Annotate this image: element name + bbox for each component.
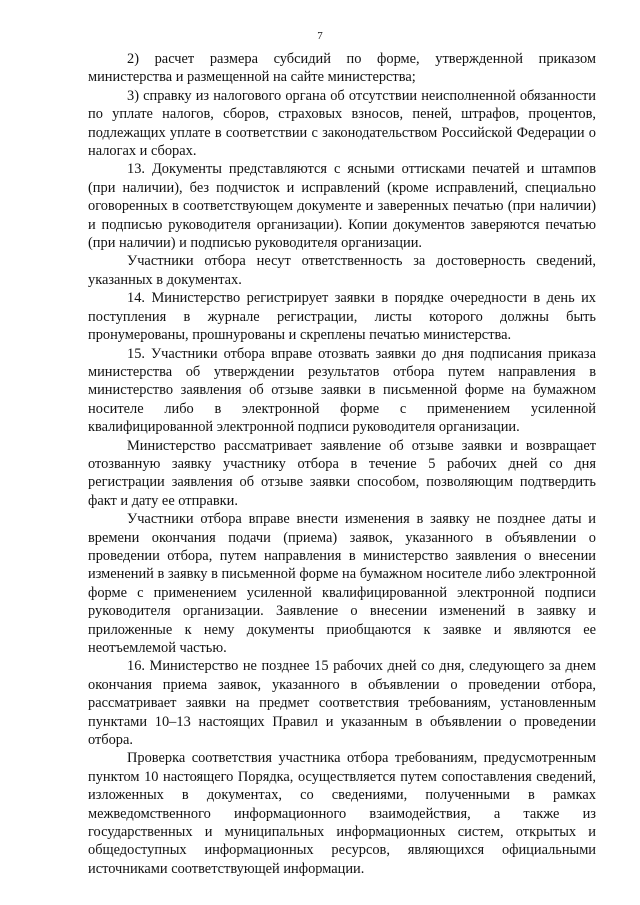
page-number: 7 (317, 30, 323, 42)
paragraph-application-changes: Участники отбора вправе внести изменения в заявку не позднее даты и времени окончания подачи (приема) заявок, указанного в объявлении о проведении отбора, путем направления в министерство заявления о внесении изменений в заявку в письменной форме на бумажном носителе либо электронной форме с применением усиленной квалифицированной электронной подписи руководителя организации. Заявление о внесении изменений в заявку и приложенные к нему документы приобщаются к заявке и являются ее неотъемлемой частью. (88, 511, 596, 656)
paragraph-16-review-deadline: 16. Министерство не позднее 15 рабочих дней со дня, следующего за днем окончания приема заявок, указанного в объявлении о проведении отбора, рассматривает заявки на предмет соответствия требованиям, установленным пунктами 10–13 настоящих Правил и указанным в объявлении о проведении отбора. (88, 658, 596, 749)
paragraph-15-withdrawal: 15. Участники отбора вправе отозвать заявки до дня подписания приказа министерства об утверждении результатов отбора путем направления в министерство заявления об отзыве заявки в письменной форме на бумажном носителе либо в электронной форме с применением усиленной квалифицированной электронной подписи руководителя организации. (88, 345, 596, 436)
paragraph-13-document-requirements: 13. Документы представляются с ясными оттисками печатей и штампов (при наличии), без подчисток и исправлений (кроме исправлений, специально оговоренных в соответствующем документе и заверенных печатью (при наличии) и подписью руководителя организации). Копии документов заверяются печатью (при наличии) и подписью руководителя организации. (88, 161, 596, 252)
paragraph-14-registration: 14. Министерство регистрирует заявки в порядке очередности в день их поступления в журнале регистрации, листы которого должны быть пронумерованы, прошнурованы и скреплены печатью министерства. (88, 290, 596, 344)
document-body (88, 50, 596, 878)
paragraph-compliance-check: Проверка соответствия участника отбора требованиям, предусмотренным пунктом 10 настоящего Порядка, осуществляется путем сопоставления сведений, изложенных в документах, со сведениями, полученными в рамках межведомственного информационного взаимодействия, а также из государственных и муниципальных информационных систем, открытых и общедоступных информационных ресурсов, являющихся официальными источниками соответствующей информации. (88, 750, 596, 877)
paragraph-subsidy-calculation: 2) расчет размера субсидий по форме, утвержденной приказом министерства и размещенной на сайте министерства; (88, 51, 596, 86)
paragraph-withdrawal-review: Министерство рассматривает заявление об отзыве заявки и возвращает отозванную заявку участнику отбора в течение 5 рабочих дней со дня регистрации заявления об отзыве заявки способом, позволяющим подтвердить факт и дату ее отправки. (88, 437, 596, 509)
paragraph-participant-responsibility: Участники отбора несут ответственность за достоверность сведений, указанных в документах. (88, 253, 596, 288)
paragraph-tax-certificate: 3) справку из налогового органа об отсутствии неисполненной обязанности по уплате налогов, сборов, страховых взносов, пеней, штрафов, процентов, подлежащих уплате в соответствии с законодательством Российской Федерации о налогах и сборах. (88, 87, 596, 160)
